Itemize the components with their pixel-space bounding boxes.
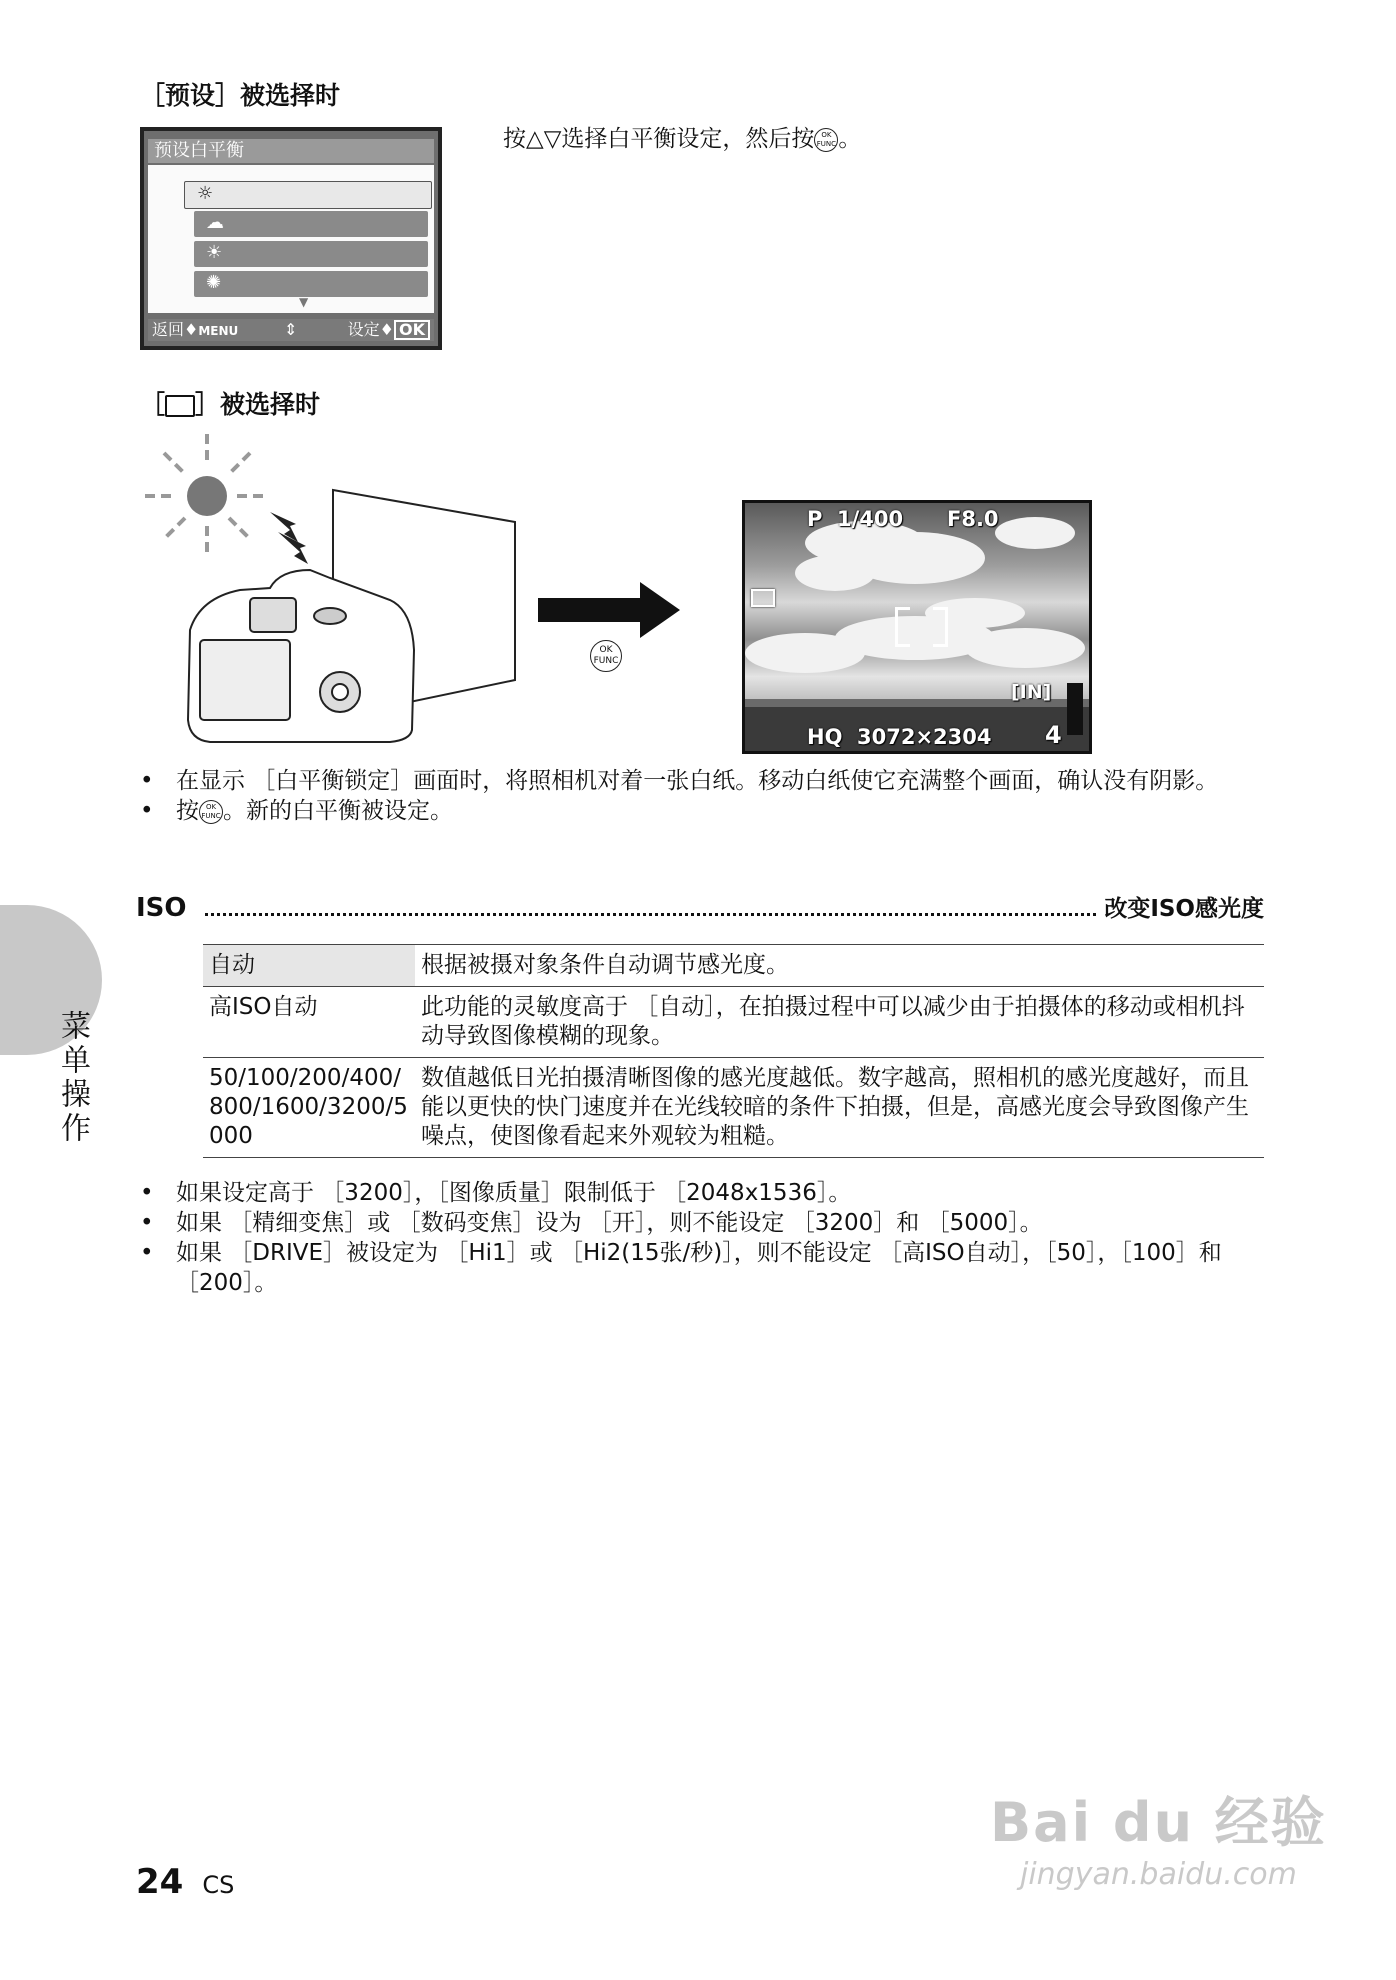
- list-item: • 按 OK FUNC 。新的白平衡被设定。: [140, 796, 1260, 826]
- camera-lcd-screen: [742, 500, 1092, 754]
- instruction-text: 按△▽选择白平衡设定，然后按 OK FUNC 。: [503, 126, 862, 152]
- ok-func-icon: OK FUNC: [199, 800, 223, 824]
- updown-icon: ⇕: [284, 320, 298, 339]
- dot-leader: [205, 913, 1097, 916]
- iso-settings-table: [203, 944, 1264, 1158]
- iso-description-cell: 根据被摄对象条件自动调节感光度。: [415, 945, 1264, 987]
- footer-back-label: 返回: [152, 320, 185, 339]
- language-code: CS: [202, 1871, 235, 1899]
- page-number: 24: [136, 1862, 184, 1902]
- iso-setting-cell: 自动: [203, 945, 415, 987]
- list-item: • 在显示 ［白平衡锁定］画面时，将照相机对着一张白纸。移动白纸使它充满整个画面，确认没有阴影。: [140, 766, 1260, 796]
- instruction-before: 按: [503, 126, 526, 152]
- ok-func-icon: OK FUNC: [814, 128, 838, 152]
- footer-menu-label: MENU: [198, 324, 239, 338]
- image-resolution: 3072×2304: [857, 725, 992, 749]
- memory-indicator: [IN]: [1011, 681, 1052, 703]
- iso-setting-cell: 50/100/200/400/800/1600/3200/5000: [203, 1058, 415, 1158]
- watermark-url: jingyan.baidu.com: [1019, 1857, 1297, 1892]
- footer-set-label: 设定: [347, 320, 380, 339]
- iso-title: ISO: [136, 893, 187, 923]
- iso-description-cell: 此功能的灵敏度高于 ［自动］，在拍摄过程中可以减少由于拍摄体的移动或相机抖动导致图像模糊的现象。: [415, 987, 1264, 1058]
- wb-bullet-list: [140, 766, 1260, 826]
- menu-item-cloudy[interactable]: [194, 211, 428, 237]
- cloud-sky-image: [745, 503, 1089, 751]
- table-row: [203, 987, 1264, 1058]
- iso-notes-list: [140, 1178, 1260, 1298]
- scroll-down-icon: ▼: [299, 295, 309, 309]
- side-tab-label: 菜单操作: [55, 1010, 90, 1146]
- watermark-brand: Bai du 经验: [990, 1791, 1327, 1854]
- one-touch-wb-indicator-icon: [751, 589, 775, 607]
- page-footer: [136, 1862, 234, 1902]
- table-row: [203, 945, 1264, 987]
- footer-ok-label: OK: [394, 320, 430, 340]
- list-item: • 如果设定高于 ［3200］，［图像质量］限制低于 ［2048x1536］。: [140, 1178, 1260, 1208]
- tungsten-icon: ✺: [206, 272, 222, 293]
- sun-icon: [145, 434, 269, 558]
- camera-drawing: [188, 570, 414, 742]
- list-item: • 如果 ［精细变焦］或 ［数码变焦］设为 ［开］，则不能设定 ［3200］和 ［5000］。: [140, 1208, 1260, 1238]
- menu-item-tungsten[interactable]: [194, 271, 428, 297]
- menu-title: 预设白平衡: [148, 139, 434, 163]
- ok-func-button-icon: OK FUNC: [590, 640, 622, 672]
- iso-section-header: [136, 890, 1264, 923]
- sunny-icon: ☼: [197, 183, 214, 204]
- menu-item-sunny[interactable]: [184, 181, 432, 209]
- white-balance-illustration: [140, 430, 700, 760]
- baidu-watermark: [990, 1780, 1327, 1892]
- iso-description-cell: 数值越低日光拍摄清晰图像的感光度越低。数字越高，照相机的感光度越好，而且能以更快的快门速度并在光线较暗的条件下拍摄，但是，高感光度会导致图像产生噪点，使图像看起来外观较为粗糙。: [415, 1058, 1264, 1158]
- af-target-left: [895, 607, 910, 647]
- battery-bar: [1067, 683, 1083, 735]
- iso-subtitle: 改变ISO感光度: [1104, 896, 1264, 922]
- shots-remaining: 4: [1045, 721, 1062, 749]
- menu-item-sunset[interactable]: [194, 241, 428, 267]
- arrow-right-icon: [538, 582, 680, 638]
- light-arrows-icon: [270, 512, 308, 564]
- section-heading-preset: ［预设］被选择时: [140, 81, 341, 110]
- shutter-speed: 1/400: [837, 507, 904, 531]
- cloudy-icon: ☁: [206, 212, 224, 233]
- aperture-value: F8.0: [947, 507, 999, 531]
- section-heading-onetouch: ［ ］被选择时: [140, 390, 321, 419]
- updown-arrows-icon: △▽: [526, 126, 562, 152]
- table-row: [203, 1058, 1264, 1158]
- list-item: • 如果 ［DRIVE］被设定为 ［Hi1］或 ［Hi2(15张/秒)］，则不能设定 ［高ISO自动］，［50］，［100］和 ［200］。: [140, 1238, 1260, 1298]
- preset-wb-menu-screen: [140, 127, 442, 350]
- shooting-mode: P: [807, 507, 823, 531]
- instruction-after: 选择白平衡设定，然后按: [561, 126, 815, 152]
- af-target-right: [933, 607, 948, 647]
- iso-setting-cell: 高ISO自动: [203, 987, 415, 1058]
- sunset-icon: ☀: [206, 242, 223, 263]
- menu-footer: 返回♦MENU ⇕ 设定♦ OK: [148, 319, 434, 341]
- image-quality: HQ: [807, 725, 843, 749]
- one-touch-wb-icon: [165, 395, 195, 417]
